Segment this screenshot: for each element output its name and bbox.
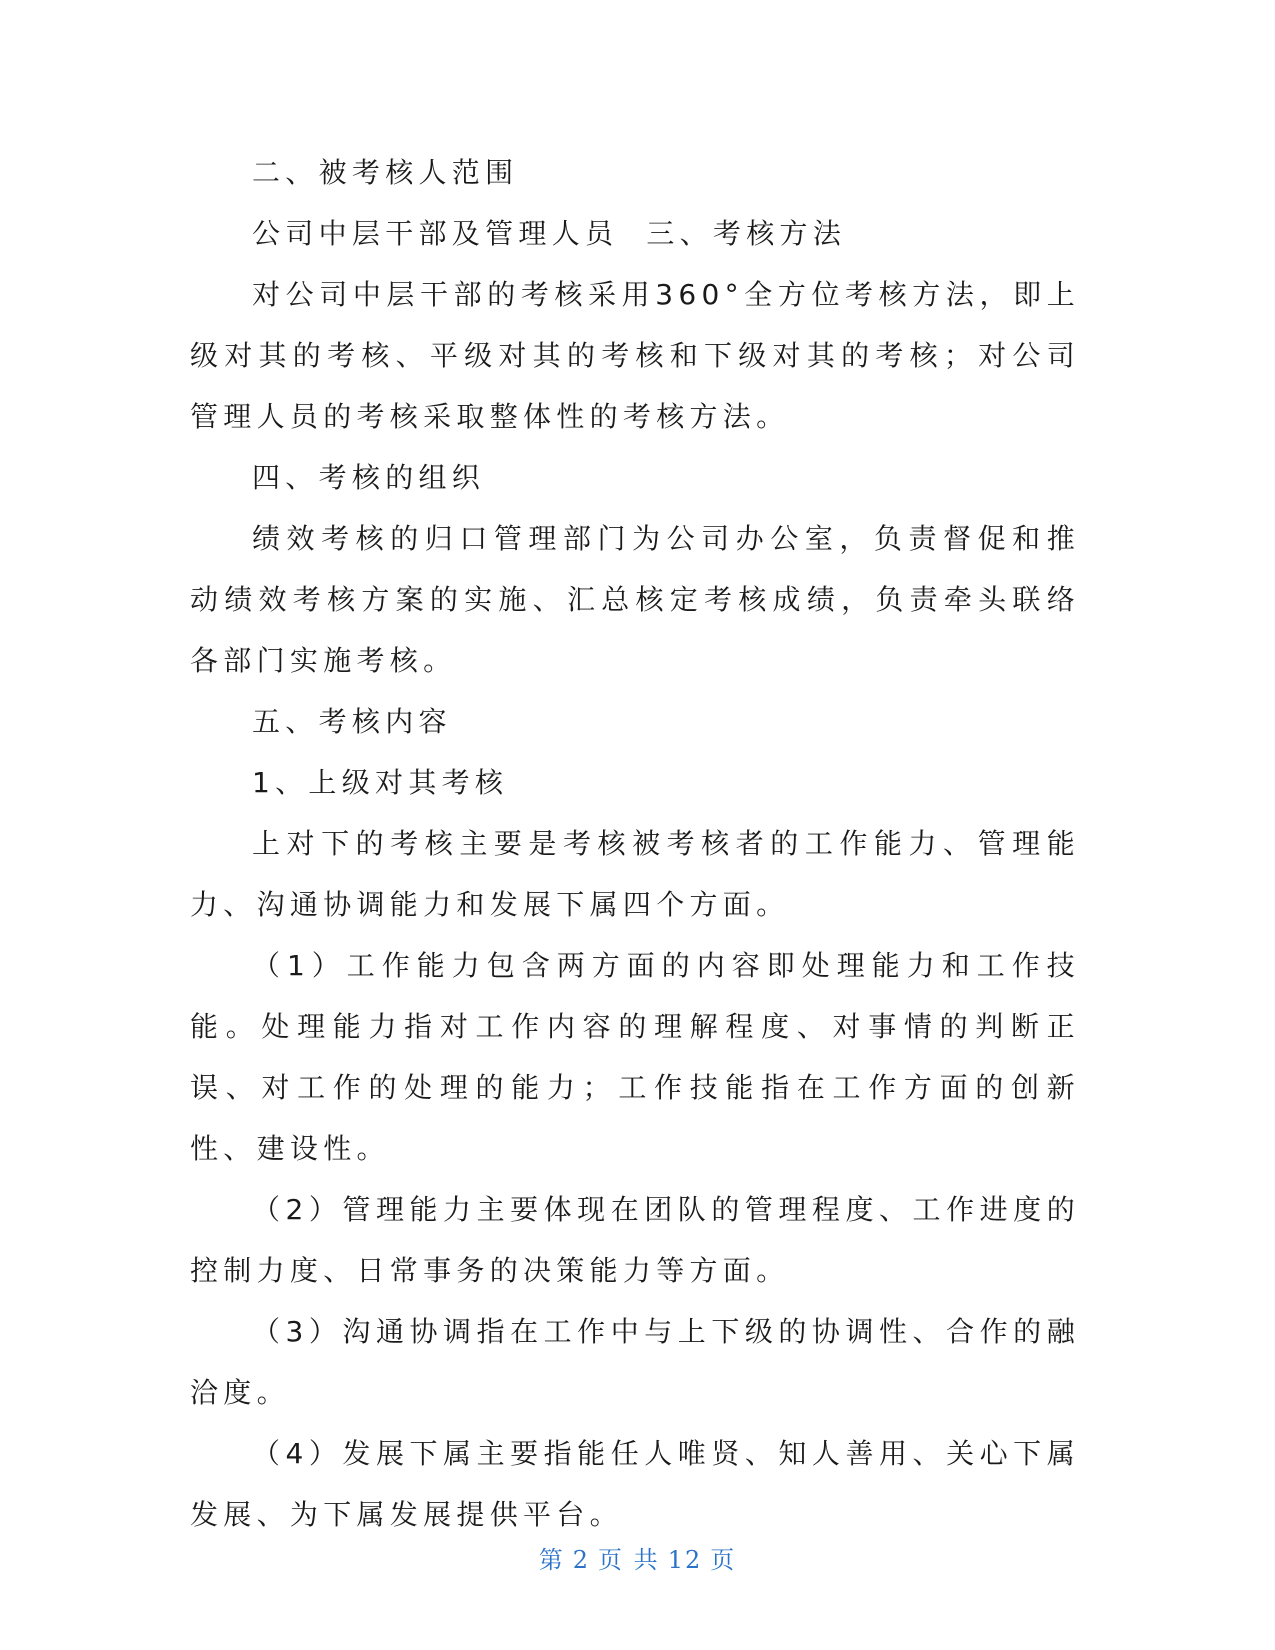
footer-page-number: 2 <box>572 1546 591 1574</box>
footer-page-suffix: 页 <box>710 1546 737 1574</box>
paragraph-superior-review: 上对下的考核主要是考核被考核者的工作能力、管理能力、沟通协调能力和发展下属四个方面。 <box>190 827 1080 921</box>
section-heading-content: 五、考核内容 <box>252 705 452 738</box>
paragraph-scope-and-method-heading <box>190 203 1080 264</box>
section-heading-scope: 二、被考核人范围 <box>252 156 519 189</box>
item-communication: （3）沟通协调指在工作中与上下级的协调性、合作的融洽度。 <box>190 1315 1080 1409</box>
footer-page-middle: 页 共 <box>598 1546 660 1574</box>
section-heading-method: 三、考核方法 <box>646 217 847 250</box>
item-work-ability: （1）工作能力包含两方面的内容即处理能力和工作技能。处理能力指对工作内容的理解程度、对事情的判断正误、对工作的处理的能力；工作技能指在工作方面的创新性、建设性。 <box>190 949 1080 1165</box>
page-footer <box>0 1540 1275 1575</box>
item-develop-subordinates: （4）发展下属主要指能任人唯贤、知人善用、关心下属发展、为下属发展提供平台。 <box>190 1437 1080 1531</box>
document-body <box>190 142 1080 1545</box>
footer-page-prefix: 第 <box>538 1546 565 1574</box>
item-management-ability: （2）管理能力主要体现在团队的管理程度、工作进度的控制力度、日常事务的决策能力等方面。 <box>190 1193 1080 1287</box>
subheading-superior-review: 1、上级对其考核 <box>252 766 509 799</box>
footer-total-pages: 12 <box>667 1546 703 1574</box>
paragraph-organization: 绩效考核的归口管理部门为公司办公室，负责督促和推动绩效考核方案的实施、汇总核定考核成绩，负责牵头联络各部门实施考核。 <box>190 522 1080 677</box>
section-heading-organization: 四、考核的组织 <box>252 461 486 494</box>
paragraph-method: 对公司中层干部的考核采用360°全方位考核方法，即上级对其的考核、平级对其的考核和下级对其的考核；对公司管理人员的考核采取整体性的考核方法。 <box>190 278 1080 433</box>
paragraph-scope-text: 公司中层干部及管理人员 <box>252 217 619 250</box>
